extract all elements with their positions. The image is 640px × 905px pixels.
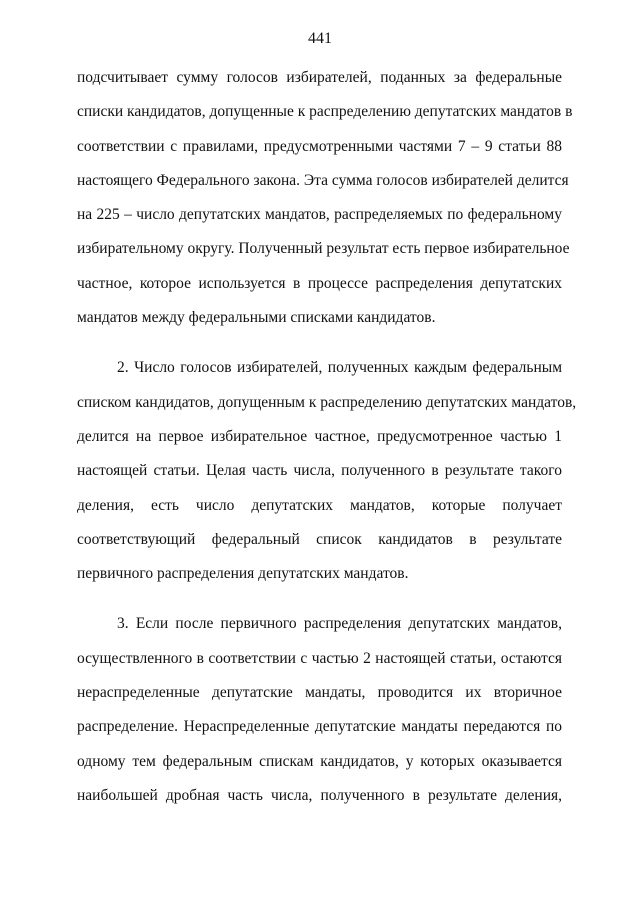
paragraph-line: настоящего Федерального закона. Эта сумма голосов избирателей делится <box>77 171 569 189</box>
paragraph-line: делится на первое избирательное частное, предусмотренное частью 1 <box>77 427 562 445</box>
paragraph-line: списком кандидатов, допущенным к распределению депутатских мандатов, <box>77 393 577 411</box>
document-body <box>77 61 577 813</box>
paragraph-line: распределение. Нераспределенные депутатские мандаты передаются по <box>77 718 562 736</box>
paragraph-line: списки кандидатов, допущенные к распределению депутатских мандатов в <box>77 103 573 121</box>
paragraph-line: осуществленного в соответствии с частью 2 настоящей статьи, остаются <box>77 649 562 667</box>
paragraph-gap <box>77 591 562 607</box>
paragraph-line: деления, есть число депутатских мандатов, которые получает <box>77 496 562 514</box>
paragraph-line: соответствующий федеральный список кандидатов в результате <box>77 530 562 548</box>
paragraph-1 <box>77 61 573 335</box>
paragraph-3 <box>77 607 562 813</box>
paragraph-line: подсчитывает сумму голосов избирателей, поданных за федеральные <box>77 69 562 86</box>
paragraph-line: на 225 – число депутатских мандатов, распределяемых по федеральному <box>77 206 562 224</box>
paragraph-2 <box>77 351 577 591</box>
paragraph-line: первичного распределения депутатских мандатов. <box>77 565 409 583</box>
paragraph-line: избирательному округу. Полученный результат есть первое избирательное <box>77 240 570 258</box>
paragraph-line: одному тем федеральным спискам кандидатов, у которых оказывается <box>77 752 562 770</box>
paragraph-line: нераспределенные депутатские мандаты, проводится их вторичное <box>77 684 562 702</box>
paragraph-line: частное, которое используется в процессе распределения депутатских <box>77 274 562 292</box>
paragraph-gap <box>77 335 562 351</box>
paragraph-line: соответствии с правилами, предусмотренными частями 7 – 9 статьи 88 <box>77 137 562 155</box>
page-number: 441 <box>308 30 332 47</box>
paragraph-line: наибольшей дробная часть числа, полученного в результате деления, <box>77 786 562 804</box>
paragraph-line: 2. Число голосов избирателей, полученных каждым федеральным <box>117 359 562 377</box>
paragraph-line: 3. Если после первичного распределения депутатских мандатов, <box>117 615 562 633</box>
paragraph-line: настоящей статьи. Целая часть числа, полученного в результате такого <box>77 462 562 480</box>
paragraph-line: мандатов между федеральными списками кандидатов. <box>77 309 436 327</box>
